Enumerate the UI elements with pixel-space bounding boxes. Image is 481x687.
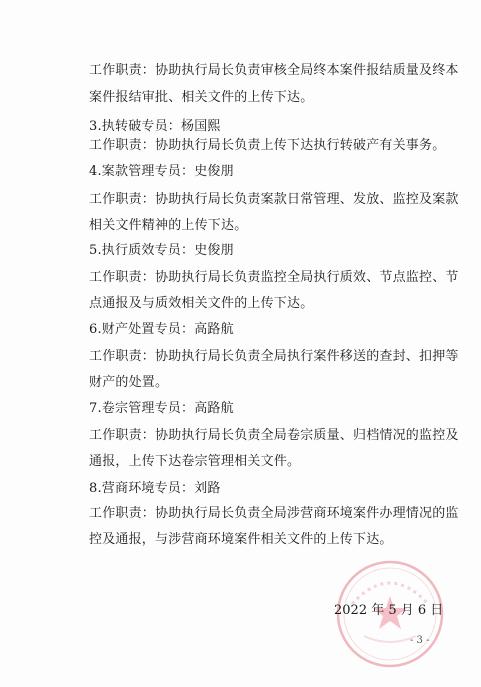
body-line: 控及通报，与涉营商环境案件相关文件的上传下达。: [89, 532, 393, 547]
body-line: 工作职责：协助执行局长负责案款日常管理、发放、监控及案款: [89, 192, 459, 207]
body-line: 点通报及与质效相关文件的上传下达。: [89, 296, 314, 311]
section-heading: 7.卷宗管理专员：高路航: [89, 401, 234, 416]
body-line: 财产的处置。: [89, 375, 169, 390]
body-line: 工作职责：协助执行局长负责监控全局执行质效、节点监控、节: [89, 270, 459, 285]
body-line: 工作职责：协助执行局长负责全局涉营商环境案件办理情况的监: [89, 506, 459, 521]
section-heading: 4.案款管理专员：史俊朋: [89, 164, 234, 179]
body-line: 工作职责：协助执行局长负责上传下达执行转破产有关事务。: [89, 138, 446, 153]
document-date: 2022 年 5 月 6 日: [334, 603, 444, 618]
body-line: 工作职责：协助执行局长负责全局执行案件移送的查封、扣押等: [89, 349, 459, 364]
section-heading: 3.执转破专员：杨国熙: [89, 119, 221, 134]
body-line: 通报，上传下达卷宗管理相关文件。: [89, 454, 301, 469]
page-number: - 3 -: [410, 635, 430, 646]
section-heading: 5.执行质效专员：史俊朋: [89, 243, 234, 258]
body-line: 案件报结审批、相关文件的上传下达。: [89, 90, 314, 105]
body-line: 相关文件精神的上传下达。: [89, 218, 248, 233]
body-line: 工作职责：协助执行局长负责全局卷宗质量、归档情况的监控及: [89, 428, 459, 443]
section-heading: 6.财产处置专员：高路航: [89, 322, 234, 337]
body-line: 工作职责：协助执行局长负责审核全局终本案件报结质量及终本: [89, 63, 459, 78]
section-heading: 8.营商环境专员：刘路: [89, 481, 221, 496]
